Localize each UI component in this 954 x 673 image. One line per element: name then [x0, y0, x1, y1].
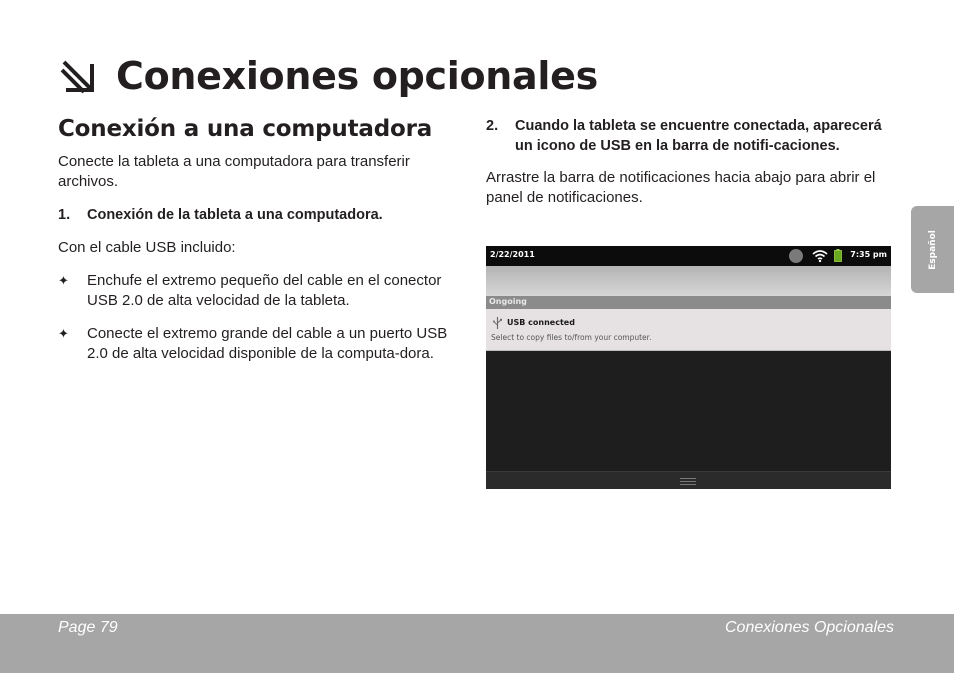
step-1: [58, 205, 470, 225]
status-bar: [486, 246, 891, 266]
language-label: Español: [927, 229, 938, 270]
sparkle-bullet-icon: ✦: [58, 273, 69, 288]
ongoing-header: [486, 296, 891, 309]
page-title: Conexiones opcionales: [116, 54, 598, 98]
left-column: [58, 116, 470, 364]
right-column: [486, 116, 894, 208]
usb-icon: [493, 317, 502, 329]
page-heading: [58, 50, 598, 102]
bullet-text: Conecte el extremo grande del cable a un puerto USB 2.0 de alta velocidad disponible de la computa-dora.: [87, 325, 448, 362]
ongoing-label: Ongoing: [489, 297, 527, 306]
diagonal-arrow-icon: [58, 56, 98, 96]
section-name: Conexiones Opcionales: [725, 619, 894, 636]
notification-shade-header: [486, 266, 891, 296]
usb-notification[interactable]: [486, 309, 891, 351]
step-2: [486, 116, 894, 156]
grip-icon: [680, 478, 696, 485]
section-subtitle: Conexión a una computadora: [58, 116, 433, 142]
page-footer: [0, 614, 954, 673]
drag-text: Arrastre la barra de notificaciones hacia abajo para abrir el panel de notificaciones.: [486, 169, 876, 206]
notification-subtitle: Select to copy files to/from your computer.: [491, 333, 652, 342]
tablet-screenshot: [486, 246, 891, 489]
intro-text: Conecte la tableta a una computadora para transferir archivos.: [58, 153, 410, 190]
notification-title: USB connected: [507, 318, 575, 327]
cable-text: Con el cable USB incluido:: [58, 239, 236, 256]
page-number: Page 79: [58, 619, 118, 636]
battery-icon: [834, 249, 842, 262]
status-time: 7:35 pm: [850, 250, 887, 259]
step-text: Conexión de la tableta a una computadora.: [87, 207, 383, 223]
status-date: 2/22/2011: [490, 250, 535, 259]
list-item: [58, 271, 470, 311]
language-tab: [911, 206, 954, 293]
step-number: 1.: [58, 207, 71, 223]
bullet-text: Enchufe el extremo pequeño del cable en el conector USB 2.0 de alta velocidad de la tableta.: [87, 272, 442, 309]
step-number: 2.: [486, 118, 499, 134]
notification-icon: [789, 249, 803, 263]
list-item: [58, 324, 470, 364]
drag-handle[interactable]: [486, 471, 891, 489]
step-text: Cuando la tableta se encuentre conectada, aparecerá un icono de USB en la barra de notifi-caciones.: [515, 118, 882, 154]
wifi-icon: [812, 249, 828, 263]
sparkle-bullet-icon: ✦: [58, 326, 69, 341]
